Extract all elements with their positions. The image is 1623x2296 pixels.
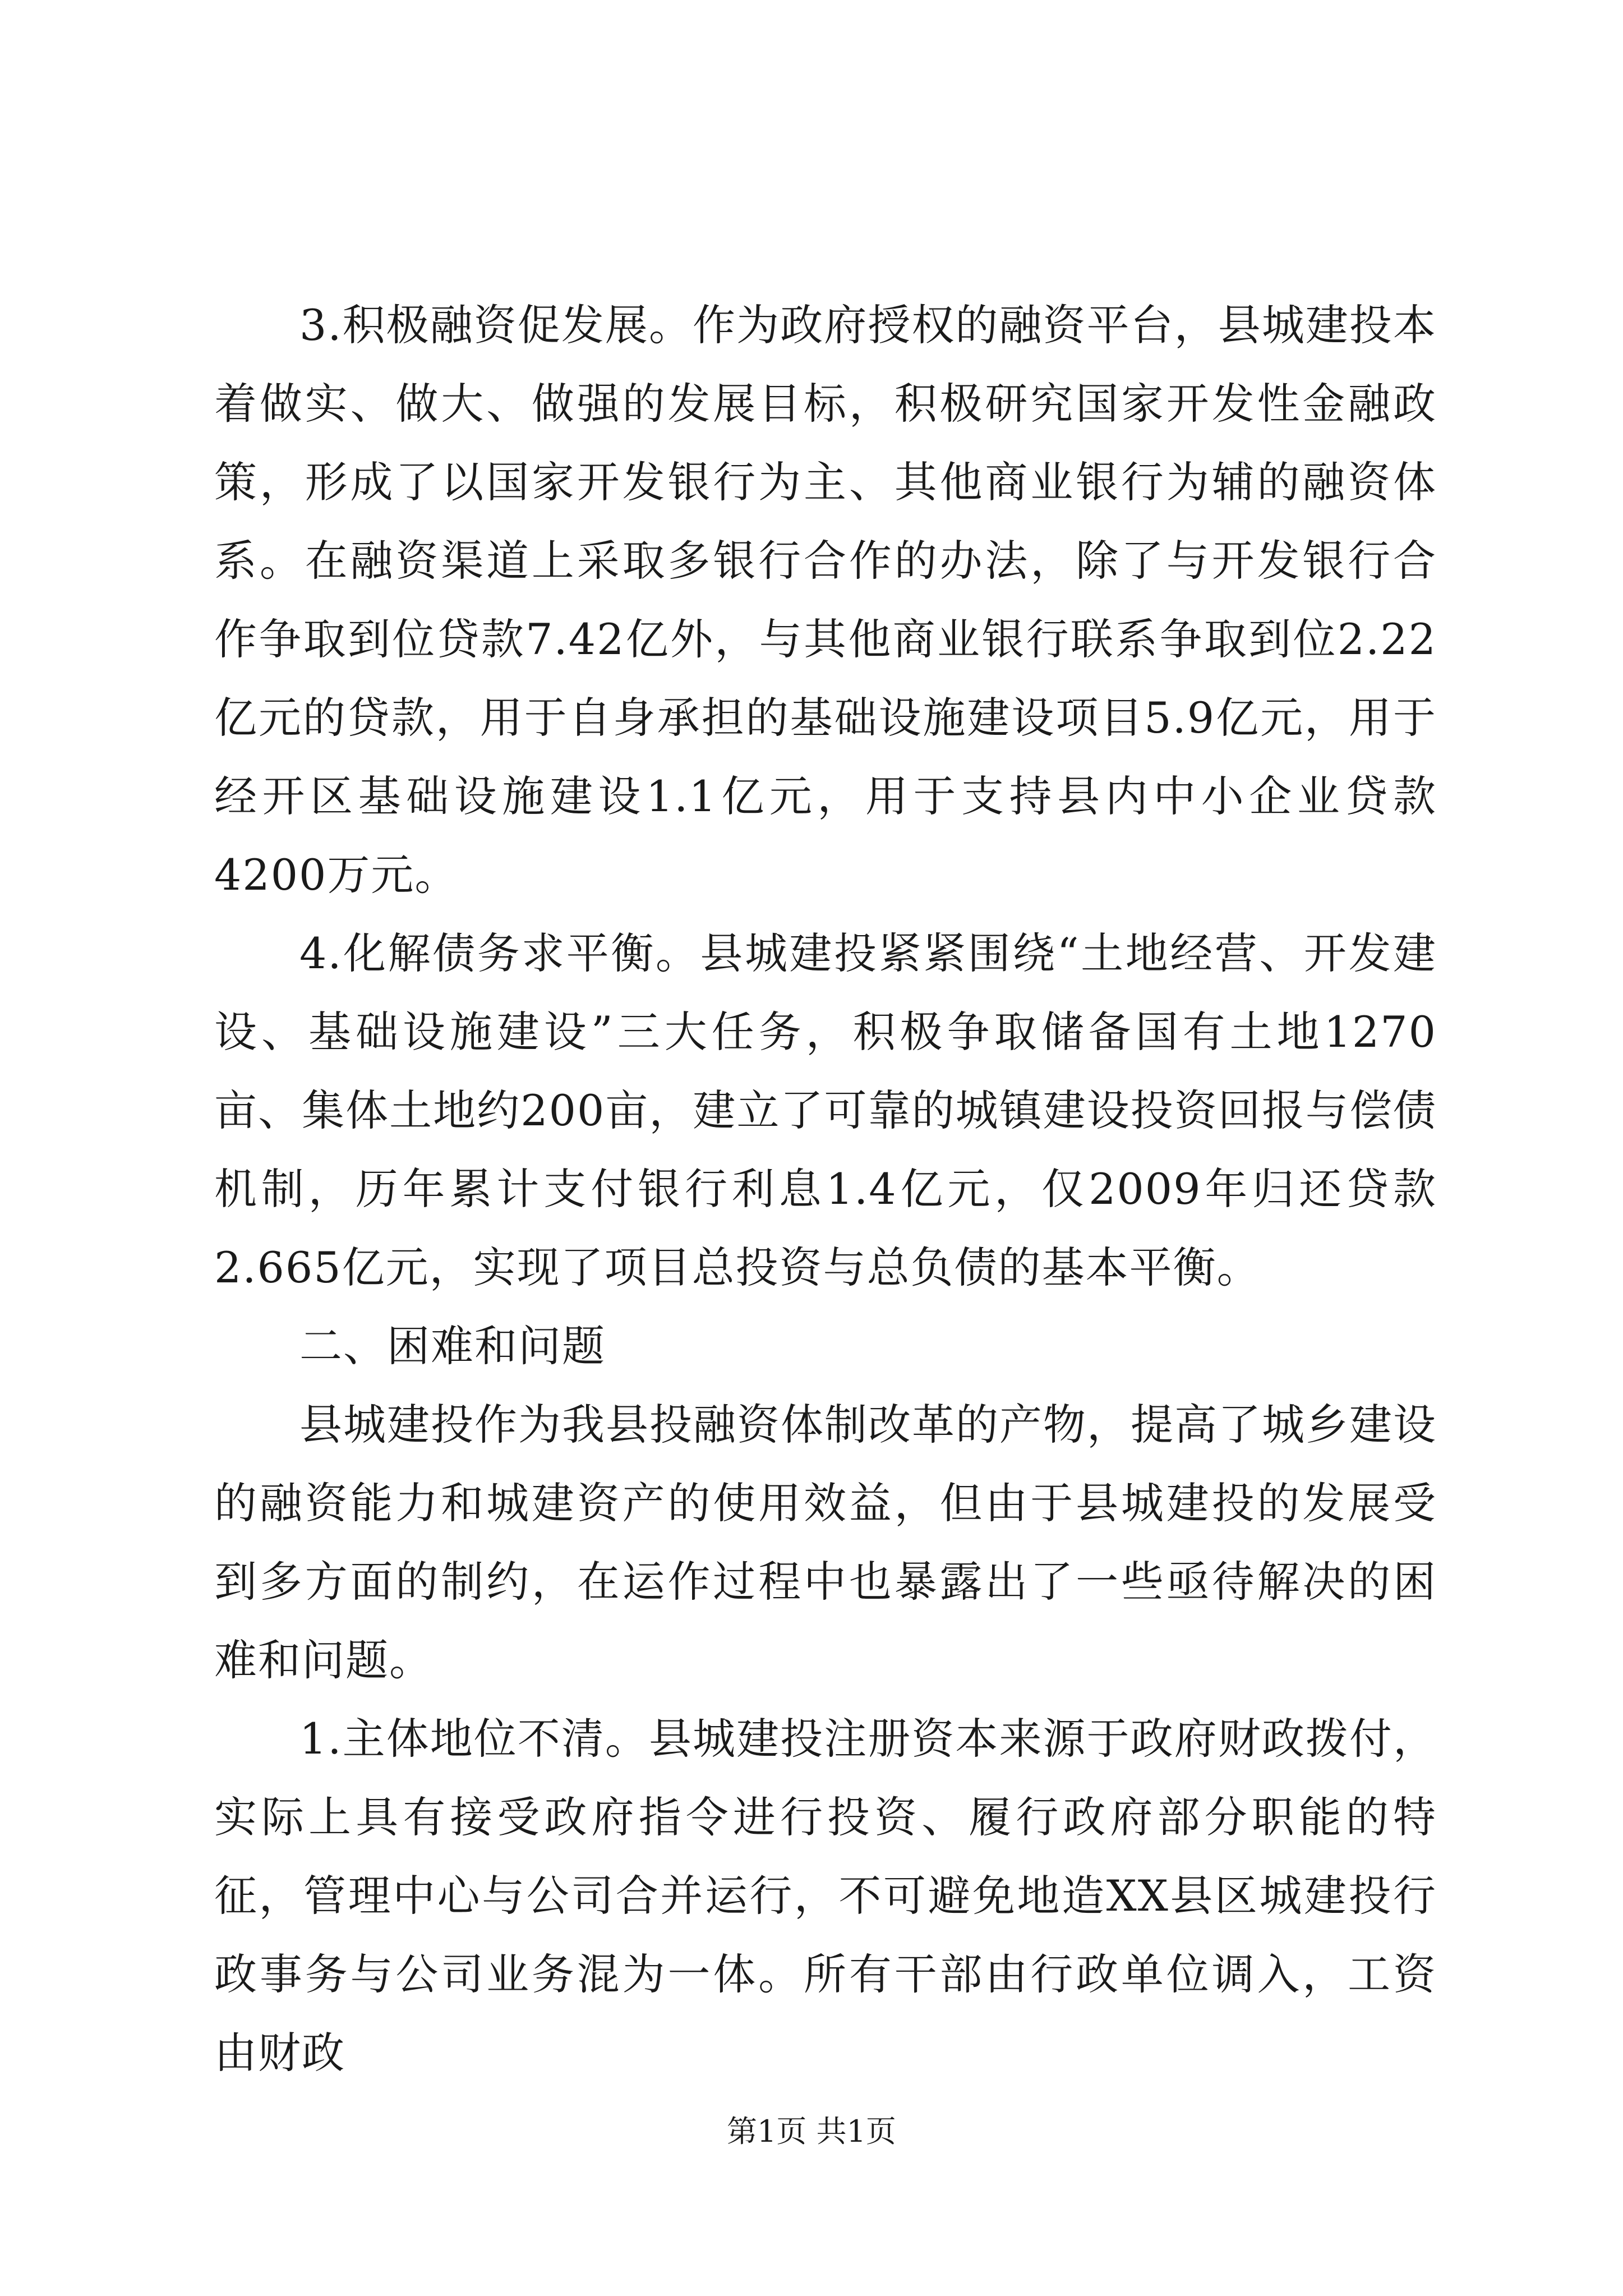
page-footer: 第1页 共1页 xyxy=(727,2114,896,2149)
paragraph-debt: 4.化解债务求平衡。县城建投紧紧围绕“土地经营、开发建设、基础设施建设”三大任务，积极争取储备国有土地1270亩、集体土地约200亩，建立了可靠的城镇建设投资回报与偿债机制，历年累计支付银行利息1.4亿元，仅2009年归还贷款2.665亿元，实现了项目总投资与总负债的基本平衡。 xyxy=(214,928,1437,1292)
section-heading: 二、困难和问题 xyxy=(299,1321,606,1371)
paragraph-problems-intro: 县城建投作为我县投融资体制改革的产物，提高了城乡建设的融资能力和城建资产的使用效益，但由于县城建投的发展受到多方面的制约，在运作过程中也暴露出了一些亟待解决的困难和问题。 xyxy=(214,1400,1437,1685)
paragraph-unclear-status: 1.主体地位不清。县城建投注册资本来源于政府财政拨付，实际上具有接受政府指令进行投资、履行政府部分职能的特征，管理中心与公司合并运行，不可避免地造XX县区城建投行政事务与公司业务混为一体。所有干部由行政单位调入，工资由财政 xyxy=(214,1714,1437,2078)
paragraph-financing: 3.积极融资促发展。作为政府授权的融资平台，县城建投本着做实、做大、做强的发展目标，积极研究国家开发性金融政策，形成了以国家开发银行为主、其他商业银行为辅的融资体系。在融资渠道上采取多银行合作的办法，除了与开发银行合作争取到位贷款7.42亿外，与其他商业银行联系争取到位2.22亿元的贷款，用于自身承担的基础设施建设项目5.9亿元，用于经开区基础设施建设1.1亿元，用于支持县内中小企业贷款4200万元。 xyxy=(214,300,1437,900)
document-body xyxy=(214,286,1437,2092)
